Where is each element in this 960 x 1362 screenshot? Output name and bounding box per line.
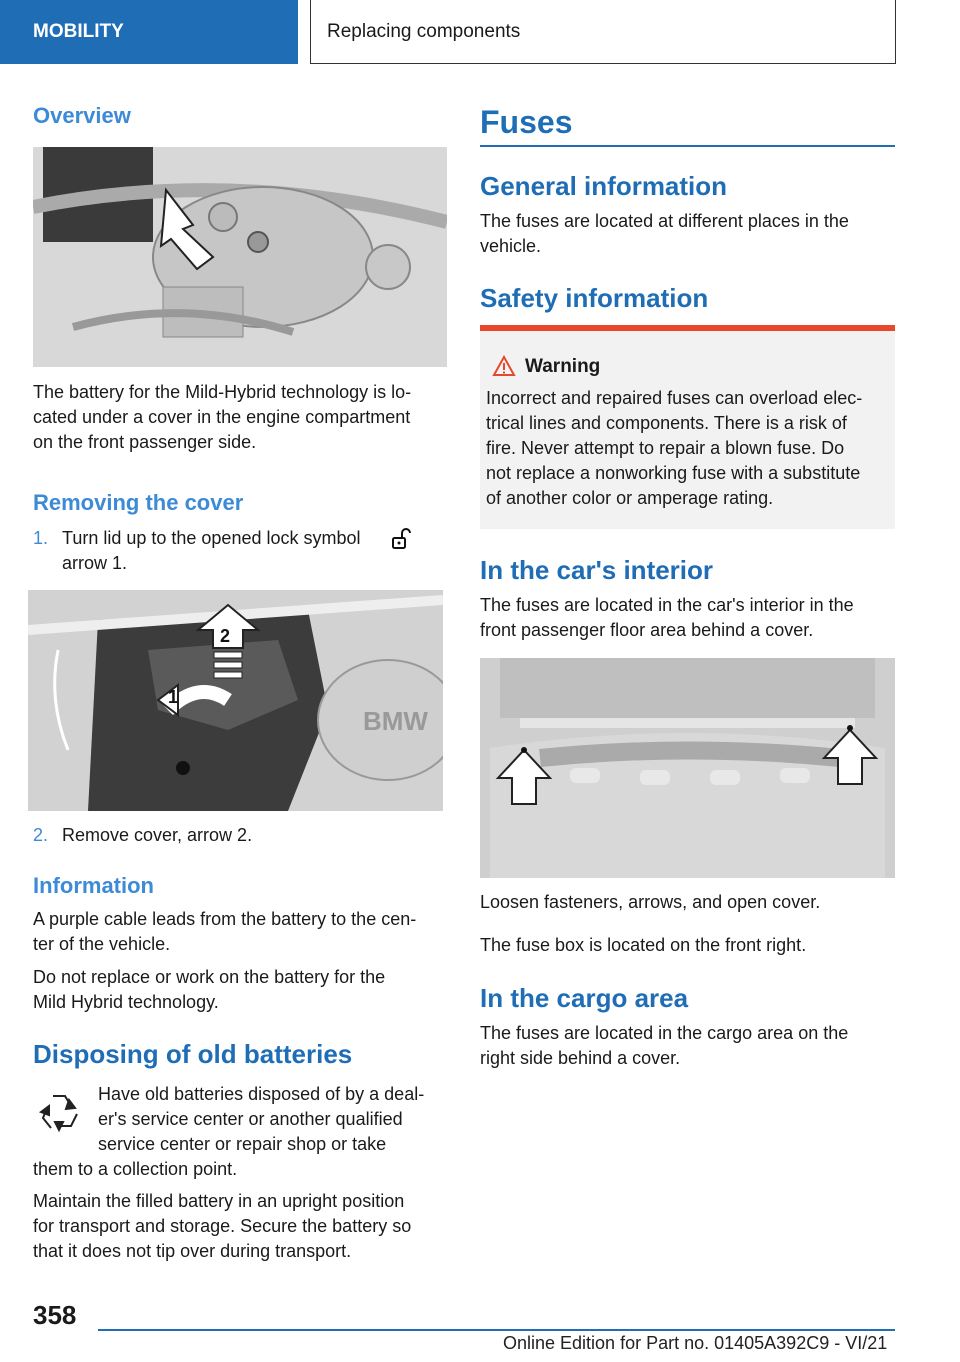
text-line: er's service center or another qualified [98,1109,403,1129]
information-paragraph [33,907,453,957]
step-1-text-cont: arrow 1. [62,553,128,573]
step-number: 1. [33,528,49,548]
heading-rule [480,145,895,147]
open-lock-icon [388,527,412,551]
warning-box [480,325,895,529]
text-line: for transport and storage. Secure the battery so [33,1216,412,1236]
removing-heading: Removing the cover [33,490,244,515]
warning-text [486,386,891,511]
step-2-text: Remove cover, arrow 2. [62,825,253,845]
text-line: The fuses are located in the car's interior in the [480,595,854,615]
text-line: vehicle. [480,236,542,256]
recycling-icon [33,1088,85,1140]
interior-heading: In the car's interior [480,555,714,585]
callout-2: 2 [220,626,231,646]
text-line: The battery for the Mild-Hybrid technology is lo- [33,382,412,402]
overview-paragraph [33,380,453,455]
battery-cover-image [28,590,443,811]
chapter-title: Replacing components [310,0,896,64]
text-line: trical lines and components. There is a risk of [486,413,847,433]
footer-rule [98,1329,895,1331]
page-number: 358 [33,1300,77,1330]
text-line: fire. Never attempt to repair a blown fuse. Do [486,438,845,458]
text-line: that it does not tip over during transport. [33,1241,352,1261]
disposing-paragraph [98,1082,448,1157]
disposing-paragraph-cont: them to a collection point. [33,1159,238,1179]
engine-compartment-image [33,147,447,367]
safety-information-heading: Safety information [480,283,709,313]
cargo-paragraph [480,1021,895,1071]
fuses-heading: Fuses [480,104,573,140]
interior-paragraph [480,593,895,643]
text-line: Mild Hybrid technology. [33,992,219,1012]
text-line: The fuses are located in the cargo area on the [480,1023,849,1043]
warning-triangle-icon [492,355,516,377]
text-line: not replace a nonworking fuse with a substitute [486,463,861,483]
warning-title: Warning [525,356,601,377]
svg-text:BMW: BMW [363,706,428,736]
section-tab: MOBILITY [0,0,298,64]
cargo-heading: In the cargo area [480,983,689,1013]
step-1-text: Turn lid up to the opened lock symbol [62,528,361,548]
general-paragraph [480,209,895,259]
disposing-heading: Disposing of old batteries [33,1039,353,1069]
interior-cover-image [480,658,895,878]
general-information-heading: General information [480,171,728,201]
text-line: of another color or amperage rating. [486,488,774,508]
text-line: service center or repair shop or take [98,1134,387,1154]
text-line: The fuses are located at different places in the [480,211,849,231]
edition-text: Online Edition for Part no. 01405A392C9 - VI/21 [503,1333,888,1353]
text-line: cated under a cover in the engine compartment [33,407,411,427]
text-line: Do not replace or work on the battery for the [33,967,386,987]
text-line: front passenger floor area behind a cover. [480,620,814,640]
text-line: ter of the vehicle. [33,934,171,954]
text-line: A purple cable leads from the battery to the cen- [33,909,417,929]
text-line: right side behind a cover. [480,1048,681,1068]
callout-1: 1 [168,687,179,707]
text-line: on the front passenger side. [33,432,257,452]
overview-heading: Overview [33,103,131,128]
text-line: Have old batteries disposed of by a deal- [98,1084,425,1104]
loosen-text: Loosen fasteners, arrows, and open cover. [480,892,821,912]
information-heading: Information [33,873,154,898]
maintain-paragraph [33,1189,453,1264]
step-number: 2. [33,825,49,845]
fusebox-text: The fuse box is located on the front right. [480,935,807,955]
text-line: Incorrect and repaired fuses can overload elec- [486,388,863,408]
information-paragraph-2 [33,965,453,1015]
text-line: Maintain the filled battery in an upright position [33,1191,405,1211]
